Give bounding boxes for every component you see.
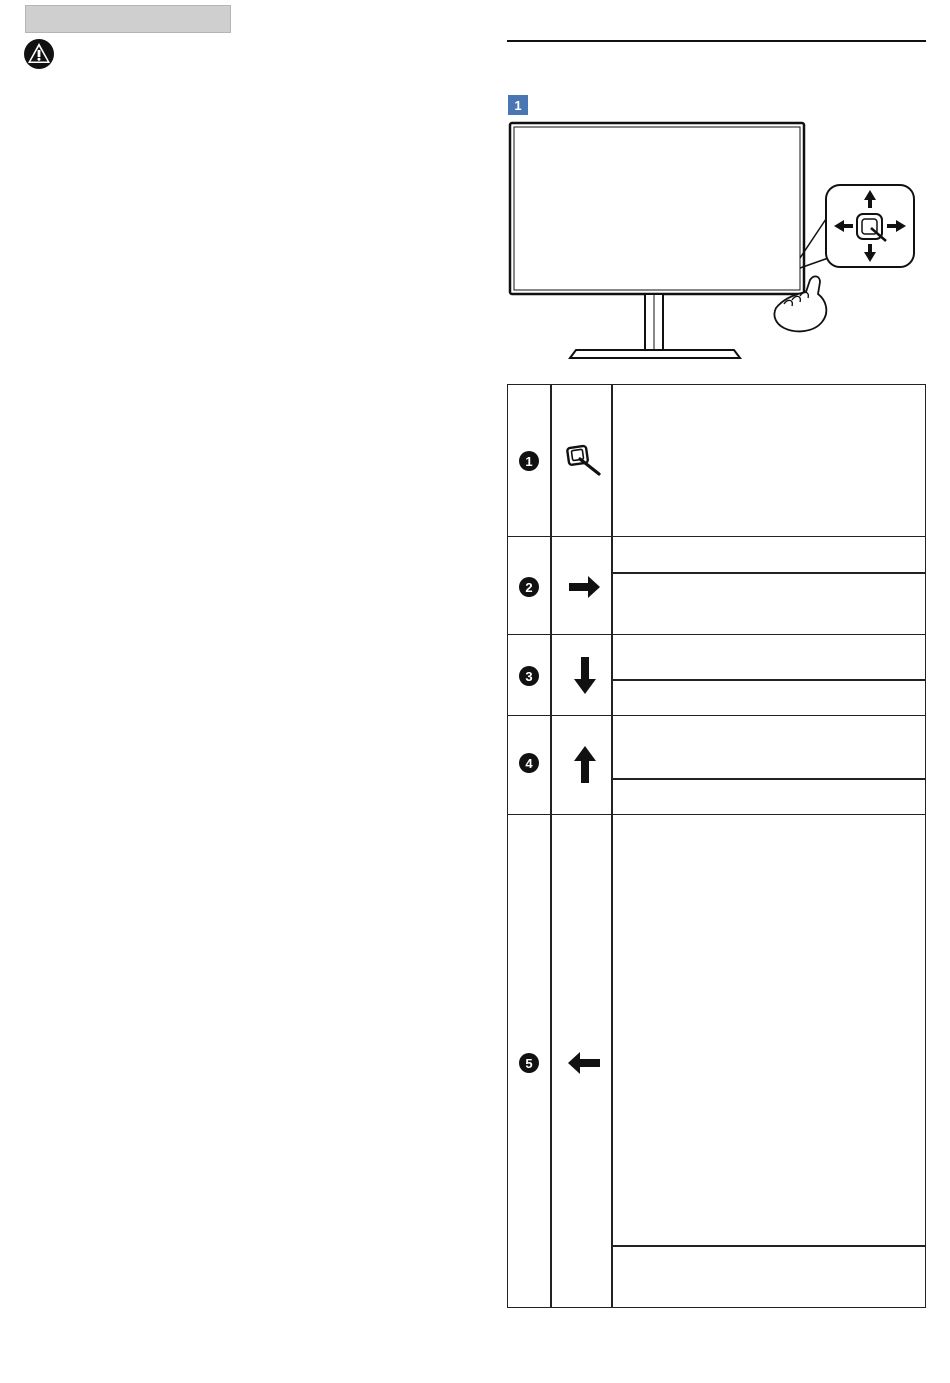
monitor-joystick-illustration	[500, 118, 920, 368]
controls-table	[507, 384, 926, 1308]
arrow-left-icon	[560, 1038, 610, 1088]
step-number-4: 4	[519, 753, 539, 773]
section-header-bar	[25, 5, 231, 33]
step-number-1: 1	[519, 451, 539, 471]
control-row-2	[508, 536, 925, 635]
step-number-3: 3	[519, 666, 539, 686]
joystick-press-icon	[560, 435, 610, 485]
step-number-2: 2	[519, 577, 539, 597]
arrow-right-icon	[560, 562, 610, 612]
warning-icon	[23, 38, 55, 70]
top-rule	[507, 40, 926, 42]
arrow-down-icon	[560, 651, 610, 701]
figure-label: 1	[508, 95, 528, 115]
control-row-4	[508, 715, 925, 815]
arrow-up-icon	[560, 739, 610, 789]
step-number-5: 5	[519, 1053, 539, 1073]
control-row-3	[508, 634, 925, 716]
control-row-5	[508, 814, 925, 1310]
control-row-1	[508, 385, 925, 536]
